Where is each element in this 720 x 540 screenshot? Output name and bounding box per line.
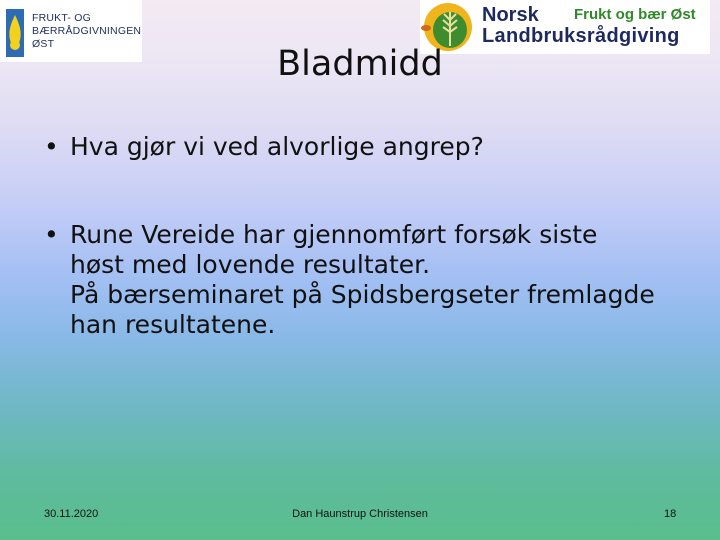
footer-page-number: 18 bbox=[664, 508, 677, 520]
logo-left-line-2: BÆRRÅDGIVNINGEN bbox=[32, 24, 142, 37]
footer-date: 30.11.2020 bbox=[44, 508, 99, 520]
bullet-dot-icon: • bbox=[44, 132, 59, 161]
bullet-line: Rune Vereide har gjennomført forsøk siste bbox=[70, 220, 598, 249]
slide-title: Bladmidd bbox=[277, 44, 443, 84]
bullet-item bbox=[44, 220, 704, 340]
bullet-line: Hva gjør vi ved alvorlige angrep? bbox=[70, 132, 484, 161]
bullet-line: han resultatene. bbox=[70, 310, 276, 339]
bullet-line: På bærseminaret på Spidsbergseter fremlagde bbox=[70, 280, 655, 309]
bullet-dot-icon: • bbox=[44, 220, 59, 249]
logo-norsk-text: Norsk bbox=[482, 4, 539, 26]
logo-region-text: Frukt og bær Øst bbox=[574, 6, 696, 23]
bullet-item bbox=[44, 132, 704, 162]
logo-left-line-1: FRUKT- OG bbox=[32, 11, 91, 24]
logo-left-line-3: ØST bbox=[32, 37, 55, 50]
bullet-line: høst med lovende resultater. bbox=[70, 250, 431, 279]
logo-org-text: Landbruksrådgiving bbox=[482, 25, 680, 47]
footer-author: Dan Haunstrup Christensen bbox=[292, 508, 428, 520]
bullet-list bbox=[44, 132, 704, 340]
